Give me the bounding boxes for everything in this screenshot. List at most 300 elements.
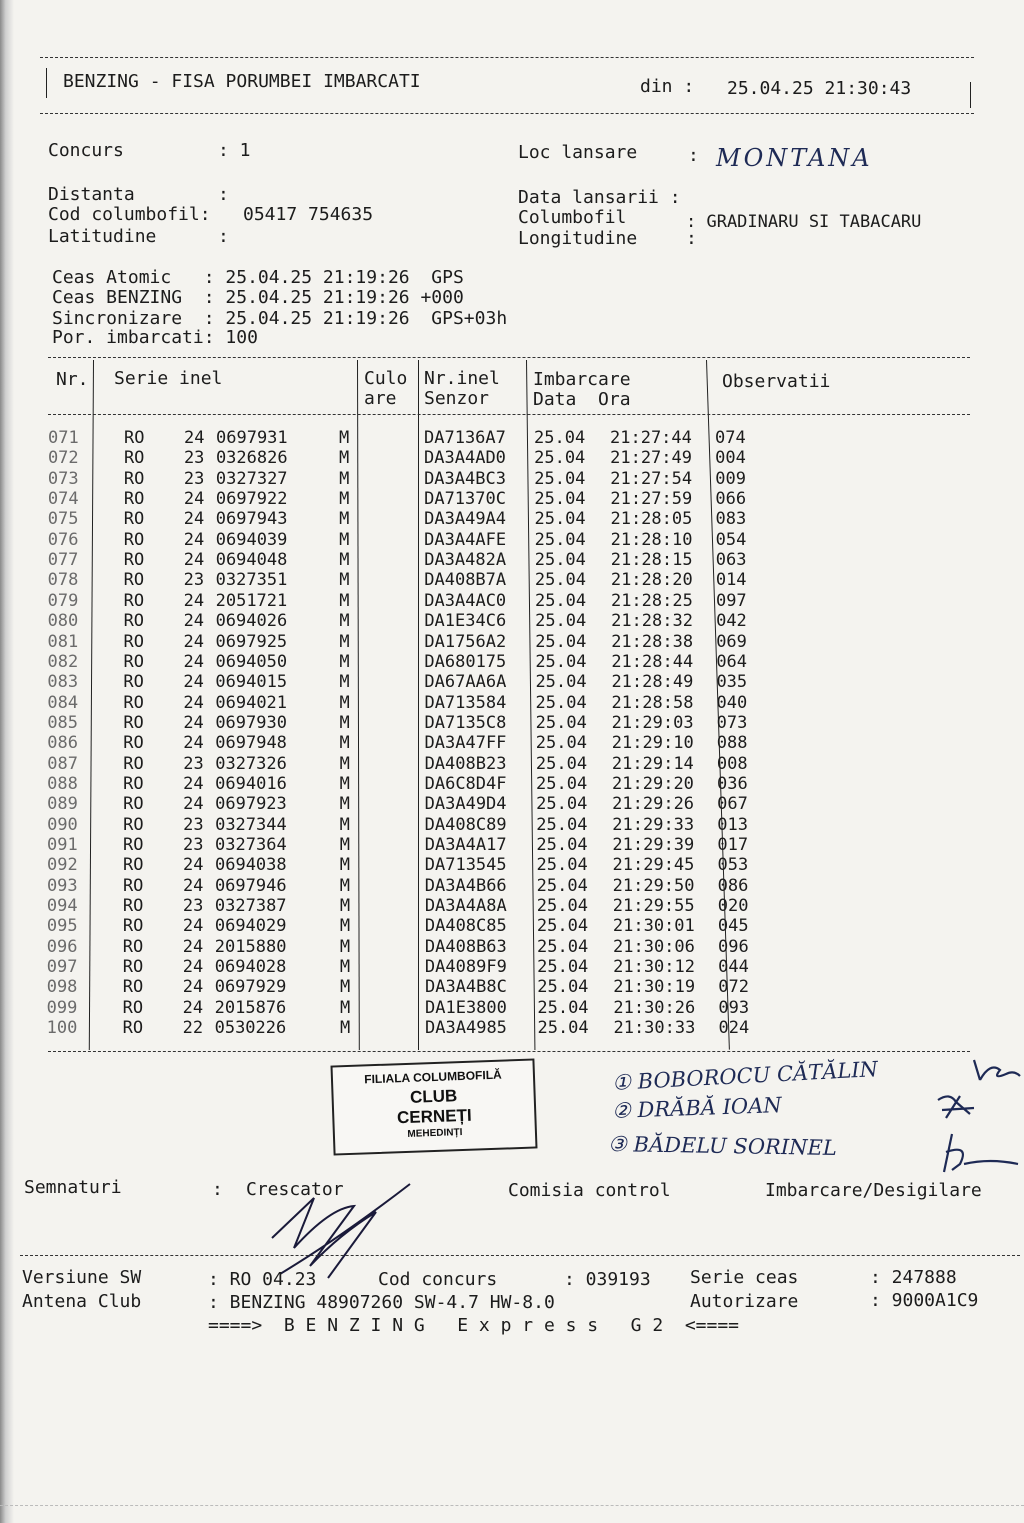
cell-country: RO: [122, 997, 144, 1018]
cell-sex: M: [339, 529, 350, 550]
cell-country: RO: [123, 468, 145, 489]
date-label: din :: [640, 76, 695, 97]
cell-sex: M: [339, 712, 350, 733]
cell-date: 25.04: [535, 611, 587, 632]
signature-stroke: [272, 1184, 410, 1278]
cell-sex: M: [339, 753, 350, 774]
latitudine-sep: :: [218, 226, 229, 247]
cell-ring-number: 0694015: [215, 672, 288, 693]
cell-country: RO: [123, 509, 145, 530]
distanta-sep: :: [218, 184, 229, 205]
cell-ring-number: 0697930: [215, 712, 287, 733]
cell-time: 21:29:39: [612, 835, 695, 855]
cell-time: 21:28:49: [611, 672, 694, 693]
cell-country: RO: [123, 692, 144, 713]
cell-country: RO: [122, 977, 144, 998]
cell-year: 24: [183, 590, 205, 611]
cell-sex: M: [339, 916, 351, 937]
stamp-line-2: CLUB: [409, 1086, 458, 1107]
cell-nr: 080: [47, 611, 79, 632]
versiune-sw-value: : RO 04.23: [208, 1269, 317, 1290]
cell-sensor: DA408B23: [424, 753, 507, 774]
cell-nr: 091: [47, 835, 78, 855]
cell-ring-number: 0327364: [215, 835, 287, 855]
ceas-benzing: Ceas BENZING : 25.04.25 21:19:26 +000: [52, 287, 464, 308]
cell-sex: M: [339, 957, 351, 978]
cell-nr: 090: [47, 814, 78, 835]
cell-time: 21:30:26: [613, 997, 696, 1018]
cell-observatii: 035: [716, 672, 748, 693]
antena-club-value: : BENZING 48907260 SW-4.7 HW-8.0: [208, 1292, 555, 1313]
columbofil-value: : GRADINARU SI TABACARU: [686, 212, 922, 232]
header-serie-inel: Serie inel: [114, 368, 223, 389]
cell-nr: 093: [46, 875, 78, 896]
cell-country: RO: [122, 936, 144, 957]
cell-time: 21:27:59: [610, 489, 693, 510]
date-value: 25.04.25 21:30:43: [727, 78, 912, 99]
cell-year: 23: [183, 814, 204, 835]
cell-sensor: DA3A4A8A: [424, 896, 507, 917]
cell-ring-number: 0694028: [214, 957, 287, 978]
col-sep-serie: [357, 360, 360, 1050]
cell-year: 23: [183, 753, 204, 774]
longitudine-sep: :: [686, 228, 697, 249]
cell-date: 25.04: [536, 773, 588, 794]
cell-nr: 081: [47, 631, 79, 652]
cell-nr: 086: [47, 733, 78, 754]
cell-nr: 097: [46, 957, 78, 978]
cell-sensor: DA3A4985: [425, 1018, 507, 1039]
cell-sex: M: [339, 611, 350, 632]
cell-date: 25.04: [536, 916, 589, 937]
cell-nr: 073: [47, 468, 79, 489]
cell-nr: 098: [46, 977, 78, 998]
cell-sensor: DA713545: [424, 855, 507, 876]
cell-time: 21:28:15: [610, 550, 693, 571]
footer-rule: [20, 1255, 1020, 1256]
cell-nr: 089: [47, 794, 78, 815]
autorizare-value: : 9000A1C9: [870, 1290, 979, 1311]
cell-nr: 075: [47, 509, 79, 530]
commission-member-3: ③ BĂDELU SORINEL: [607, 1132, 837, 1160]
cell-year: 24: [183, 489, 205, 510]
document-title: BENZING - FISA PORUMBEI IMBARCATI: [63, 71, 421, 92]
cell-observatii: 004: [715, 448, 746, 469]
cell-sensor: DA3A47FF: [424, 733, 507, 754]
cell-nr: 072: [47, 448, 79, 469]
cell-sex: M: [339, 733, 350, 754]
initial-3-stroke: [944, 1134, 1018, 1172]
cell-country: RO: [123, 590, 145, 611]
cod-columbofil-value: 05417 754635: [243, 204, 374, 225]
cell-observatii: 008: [716, 753, 748, 774]
cell-sex: M: [339, 590, 350, 611]
cell-observatii: 042: [716, 611, 747, 632]
cell-year: 24: [182, 916, 204, 937]
cell-observatii: 017: [717, 835, 749, 855]
cell-observatii: 040: [716, 692, 748, 713]
cell-year: 22: [182, 1018, 204, 1039]
cell-date: 25.04: [534, 570, 587, 591]
cell-time: 21:29:03: [611, 712, 694, 733]
cell-date: 25.04: [537, 1018, 589, 1039]
cell-date: 25.04: [534, 509, 586, 530]
cell-sensor: DA71370C: [424, 489, 506, 510]
header-nrinel-2: Senzor: [424, 388, 490, 409]
cell-nr: 100: [46, 1018, 78, 1039]
cell-ring-number: 0694038: [214, 855, 287, 876]
cell-time: 21:30:33: [613, 1018, 696, 1039]
cell-nr: 084: [47, 692, 79, 713]
cell-time: 21:29:55: [612, 896, 695, 917]
cell-year: 24: [182, 936, 204, 957]
cell-ring-number: 0694016: [215, 773, 287, 794]
cell-sex: M: [339, 631, 350, 652]
cell-sex: M: [339, 773, 350, 794]
signatures-sep: :: [212, 1179, 223, 1200]
cell-ring-number: 0694026: [215, 611, 288, 632]
cell-time: 21:29:26: [612, 794, 695, 815]
cell-ring-number: 2015876: [214, 997, 287, 1018]
cell-sex: M: [340, 1018, 351, 1039]
cell-year: 24: [183, 733, 204, 754]
cell-year: 24: [183, 529, 205, 550]
cod-concurs-label: Cod concurs: [378, 1269, 498, 1290]
cell-ring-number: 0327344: [215, 814, 287, 835]
cell-time: 21:28:38: [611, 631, 694, 652]
cell-ring-number: 0697922: [215, 489, 288, 510]
club-stamp: [330, 1058, 537, 1155]
cell-nr: 094: [46, 896, 78, 917]
cell-observatii: 093: [718, 997, 750, 1018]
serie-ceas-value: : 247888: [870, 1267, 957, 1288]
cell-date: 25.04: [534, 428, 586, 448]
cell-observatii: 053: [717, 855, 749, 876]
cell-date: 25.04: [536, 875, 588, 896]
table-top-rule: [48, 357, 970, 358]
signature-comisia-label: Comisia control: [508, 1180, 671, 1201]
header-imbarcare-1: Imbarcare: [533, 369, 631, 390]
cell-ring-number: 2015880: [214, 936, 287, 957]
cell-time: 21:28:10: [610, 529, 693, 550]
cell-observatii: 072: [718, 977, 749, 998]
header-top-rule: [40, 57, 974, 58]
cell-observatii: 045: [717, 916, 749, 937]
cell-date: 25.04: [537, 936, 589, 957]
cell-time: 21:29:45: [612, 855, 695, 876]
cell-ring-number: 0327326: [215, 753, 287, 774]
cell-date: 25.04: [536, 896, 588, 917]
cell-sex: M: [339, 855, 350, 876]
cell-date: 25.04: [536, 814, 588, 835]
cell-ring-number: 0697929: [214, 977, 287, 998]
cell-date: 25.04: [536, 835, 588, 855]
cell-sensor: DA408C89: [424, 814, 507, 835]
sincronizare: Sincronizare : 25.04.25 21:19:26 GPS+03h: [52, 308, 508, 329]
cell-ring-number: 0697923: [215, 794, 287, 815]
columbofil-label: Columbofil: [518, 207, 627, 228]
cell-sensor: DA3A49A4: [424, 509, 507, 530]
concurs-value: : 1: [218, 140, 251, 161]
cell-date: 25.04: [534, 468, 586, 489]
cell-observatii: 014: [715, 570, 747, 591]
cell-nr: 099: [46, 997, 78, 1018]
cell-observatii: 096: [718, 936, 749, 957]
cell-date: 25.04: [535, 672, 587, 693]
cell-ring-number: 0327327: [215, 468, 288, 489]
cell-sex: M: [339, 651, 350, 672]
data-lansarii-label: Data lansarii :: [518, 187, 681, 208]
cell-country: RO: [123, 651, 144, 672]
cell-observatii: 069: [716, 631, 747, 652]
cell-country: RO: [122, 1018, 144, 1039]
loc-lansare-label: Loc lansare: [518, 142, 638, 163]
cell-observatii: 024: [718, 1018, 750, 1039]
cell-time: 21:30:01: [612, 916, 695, 937]
table-bottom-rule: [48, 1051, 970, 1052]
antena-club-label: Antena Club: [22, 1291, 142, 1312]
cod-concurs-value: : 039193: [564, 1269, 651, 1290]
header-nr: Nr.: [56, 369, 89, 390]
cell-sensor: DA67AA6A: [424, 672, 507, 693]
cell-sensor: DA680175: [424, 651, 507, 672]
cell-observatii: 020: [717, 896, 749, 917]
cell-nr: 074: [47, 489, 79, 510]
commission-member-2: ② DRĂBĂ IOAN: [611, 1093, 783, 1123]
cell-ring-number: 0694050: [215, 651, 288, 672]
cell-year: 24: [183, 773, 204, 794]
cell-date: 25.04: [537, 997, 589, 1018]
cell-country: RO: [123, 814, 144, 835]
cell-sex: M: [339, 672, 350, 693]
cell-date: 25.04: [536, 855, 588, 876]
cell-year: 24: [183, 651, 204, 672]
cell-sensor: DA7135C8: [424, 712, 507, 733]
cell-sex: M: [339, 936, 351, 957]
cell-time: 21:28:44: [611, 651, 694, 672]
cell-ring-number: 0694021: [215, 692, 288, 713]
cell-sex: M: [339, 448, 350, 469]
cell-date: 25.04: [535, 733, 587, 754]
cell-date: 25.04: [536, 794, 588, 815]
cell-country: RO: [123, 672, 144, 693]
signature-crescator-label: Crescator: [246, 1179, 344, 1200]
cell-ring-number: 0697943: [215, 509, 288, 530]
cell-year: 23: [183, 570, 205, 591]
initial-1-stroke: [974, 1060, 1020, 1080]
stamp-line-1: FILIALA COLUMBOFILĂ: [363, 1067, 502, 1087]
cell-time: 21:27:44: [610, 428, 692, 448]
cell-observatii: 013: [717, 814, 748, 835]
cell-observatii: 083: [715, 509, 747, 530]
cell-observatii: 044: [718, 957, 749, 978]
cell-sensor: DA1756A2: [424, 631, 507, 652]
cell-nr: 082: [47, 651, 79, 672]
cell-country: RO: [123, 550, 145, 571]
cell-ring-number: 0697925: [215, 631, 288, 652]
page-bottom-rule: [0, 1505, 1024, 1506]
cell-time: 21:29:50: [612, 875, 695, 896]
cell-country: RO: [122, 875, 144, 896]
cell-ring-number: 2051721: [215, 590, 288, 611]
cell-time: 21:29:10: [611, 733, 694, 754]
cell-date: 25.04: [534, 489, 586, 510]
cell-year: 24: [182, 997, 204, 1018]
cell-nr: 083: [47, 672, 79, 693]
stamp-line-3: CERNEȚI: [396, 1105, 472, 1128]
cell-country: RO: [123, 733, 144, 754]
cell-country: RO: [123, 753, 144, 774]
cell-sex: M: [339, 794, 350, 815]
header-bottom-rule: [40, 113, 974, 114]
cell-time: 21:27:49: [610, 448, 692, 469]
header-observatii: Observatii: [722, 371, 831, 392]
cell-nr: 092: [46, 855, 78, 876]
commission-member-1: ① BOBOROCU CĂTĂLIN: [611, 1057, 879, 1095]
cell-country: RO: [123, 529, 145, 550]
header-nrinel-1: Nr.inel: [424, 368, 500, 389]
cell-country: RO: [123, 631, 144, 652]
autorizare-label: Autorizare: [690, 1291, 799, 1312]
cell-sensor: DA3A4B8C: [424, 977, 507, 998]
cell-sex: M: [339, 468, 350, 489]
cell-time: 21:30:06: [613, 936, 695, 957]
cell-sex: M: [339, 489, 350, 510]
cell-observatii: 063: [715, 550, 747, 571]
cell-date: 25.04: [534, 448, 586, 469]
cell-sex: M: [339, 875, 351, 896]
cell-sensor: DA6C8D4F: [424, 773, 507, 794]
cell-observatii: 067: [717, 794, 748, 815]
cell-date: 25.04: [534, 550, 586, 571]
serie-ceas-label: Serie ceas: [690, 1267, 799, 1288]
cell-ring-number: 0697946: [214, 875, 287, 896]
cell-ring-number: 0327387: [214, 896, 287, 917]
cell-nr: 085: [47, 712, 79, 733]
cell-year: 23: [182, 896, 204, 917]
cell-ring-number: 0694029: [214, 916, 287, 937]
cell-country: RO: [123, 773, 144, 794]
cell-country: RO: [123, 570, 145, 591]
cell-year: 24: [182, 875, 204, 896]
cell-nr: 095: [46, 916, 78, 937]
header-imbarcare-2: Data Ora: [533, 389, 631, 410]
cell-sensor: DA3A4BC3: [424, 468, 506, 489]
cell-country: RO: [122, 957, 144, 978]
cell-year: 23: [183, 448, 205, 469]
cell-sensor: DA1E3800: [425, 997, 507, 1018]
cell-nr: 087: [47, 753, 78, 774]
cell-sex: M: [339, 550, 350, 571]
cell-observatii: 054: [715, 529, 747, 550]
cell-year: 23: [183, 835, 204, 855]
cell-nr: 077: [47, 550, 79, 571]
longitudine-label: Longitudine: [518, 228, 638, 249]
cell-country: RO: [123, 835, 144, 855]
cell-date: 25.04: [535, 712, 587, 733]
porumbei-imbarcati: Por. imbarcati: 100: [52, 327, 258, 348]
cell-year: 24: [183, 631, 204, 652]
cell-time: 21:30:19: [613, 977, 696, 998]
cell-sensor: DA3A4B66: [424, 875, 507, 896]
cell-ring-number: 0326826: [215, 448, 288, 469]
cell-observatii: 066: [715, 489, 747, 510]
cell-country: RO: [123, 794, 144, 815]
commission-initials: [930, 1052, 1024, 1182]
cell-year: 24: [183, 611, 205, 632]
cell-observatii: 009: [715, 468, 746, 489]
signatures-label: Semnaturi: [24, 1177, 122, 1198]
cell-ring-number: 0697948: [215, 733, 287, 754]
cell-sex: M: [339, 692, 350, 713]
cell-date: 25.04: [535, 651, 587, 672]
cell-sensor: DA1E34C6: [424, 611, 507, 632]
cell-year: 24: [184, 428, 205, 448]
cell-sex: M: [339, 509, 350, 530]
cell-observatii: 074: [715, 428, 746, 448]
header-right-border: [970, 82, 971, 108]
cell-nr: 079: [47, 590, 79, 611]
cell-observatii: 073: [716, 712, 748, 733]
loc-lansare-sep: :: [688, 145, 699, 166]
cell-nr: 078: [47, 570, 79, 591]
cell-time: 21:30:12: [613, 957, 695, 978]
cell-time: 21:28:58: [611, 692, 694, 713]
signature-imbarcare-label: Imbarcare/Desigilare: [765, 1180, 982, 1201]
cell-sex: M: [339, 977, 351, 998]
cell-country: RO: [123, 712, 144, 733]
cell-nr: 088: [47, 773, 78, 794]
ceas-atomic: Ceas Atomic : 25.04.25 21:19:26 GPS: [52, 267, 464, 288]
cell-time: 21:27:54: [610, 468, 693, 489]
cell-sensor: DA408B63: [424, 936, 507, 957]
cell-ring-number: 0697931: [216, 428, 288, 448]
cell-nr: 071: [48, 428, 79, 448]
cell-year: 24: [182, 957, 204, 978]
cell-country: RO: [122, 896, 144, 917]
latitudine-label: Latitudine: [48, 226, 157, 247]
header-culoare-1: Culo: [364, 368, 408, 389]
cell-date: 25.04: [534, 590, 587, 611]
versiune-sw-label: Versiune SW: [22, 1267, 142, 1288]
cell-date: 25.04: [534, 529, 586, 550]
cell-time: 21:29:33: [612, 814, 695, 835]
cell-sensor: DA3A4A17: [424, 835, 507, 855]
cell-sensor: DA4089F9: [424, 957, 507, 978]
benzing-banner: ====> B E N Z I N G E x p r e s s G 2 <====: [208, 1315, 740, 1336]
cell-year: 24: [183, 794, 204, 815]
cell-observatii: 086: [717, 875, 749, 896]
loc-lansare-handwritten: MONTANA: [716, 144, 873, 172]
stamp-line-4: MEHEDINȚI: [407, 1127, 463, 1140]
cell-year: 23: [183, 468, 205, 489]
cell-year: 24: [183, 509, 205, 530]
cell-sex: M: [339, 896, 351, 917]
distanta-label: Distanta: [48, 184, 135, 205]
cell-sex: M: [340, 997, 351, 1018]
cell-sensor: DA3A482A: [424, 550, 507, 571]
col-sep-culoare: [418, 360, 419, 1050]
cell-sensor: DA713584: [424, 692, 507, 713]
cod-columbofil-label: Cod columbofil:: [48, 204, 211, 225]
cell-year: 24: [183, 692, 204, 713]
header-left-border: [46, 68, 47, 98]
cell-date: 25.04: [535, 692, 587, 713]
cell-date: 25.04: [537, 977, 589, 998]
cell-country: RO: [124, 428, 145, 448]
cell-sensor: DA3A4AD0: [424, 448, 506, 469]
cell-date: 25.04: [535, 631, 587, 652]
